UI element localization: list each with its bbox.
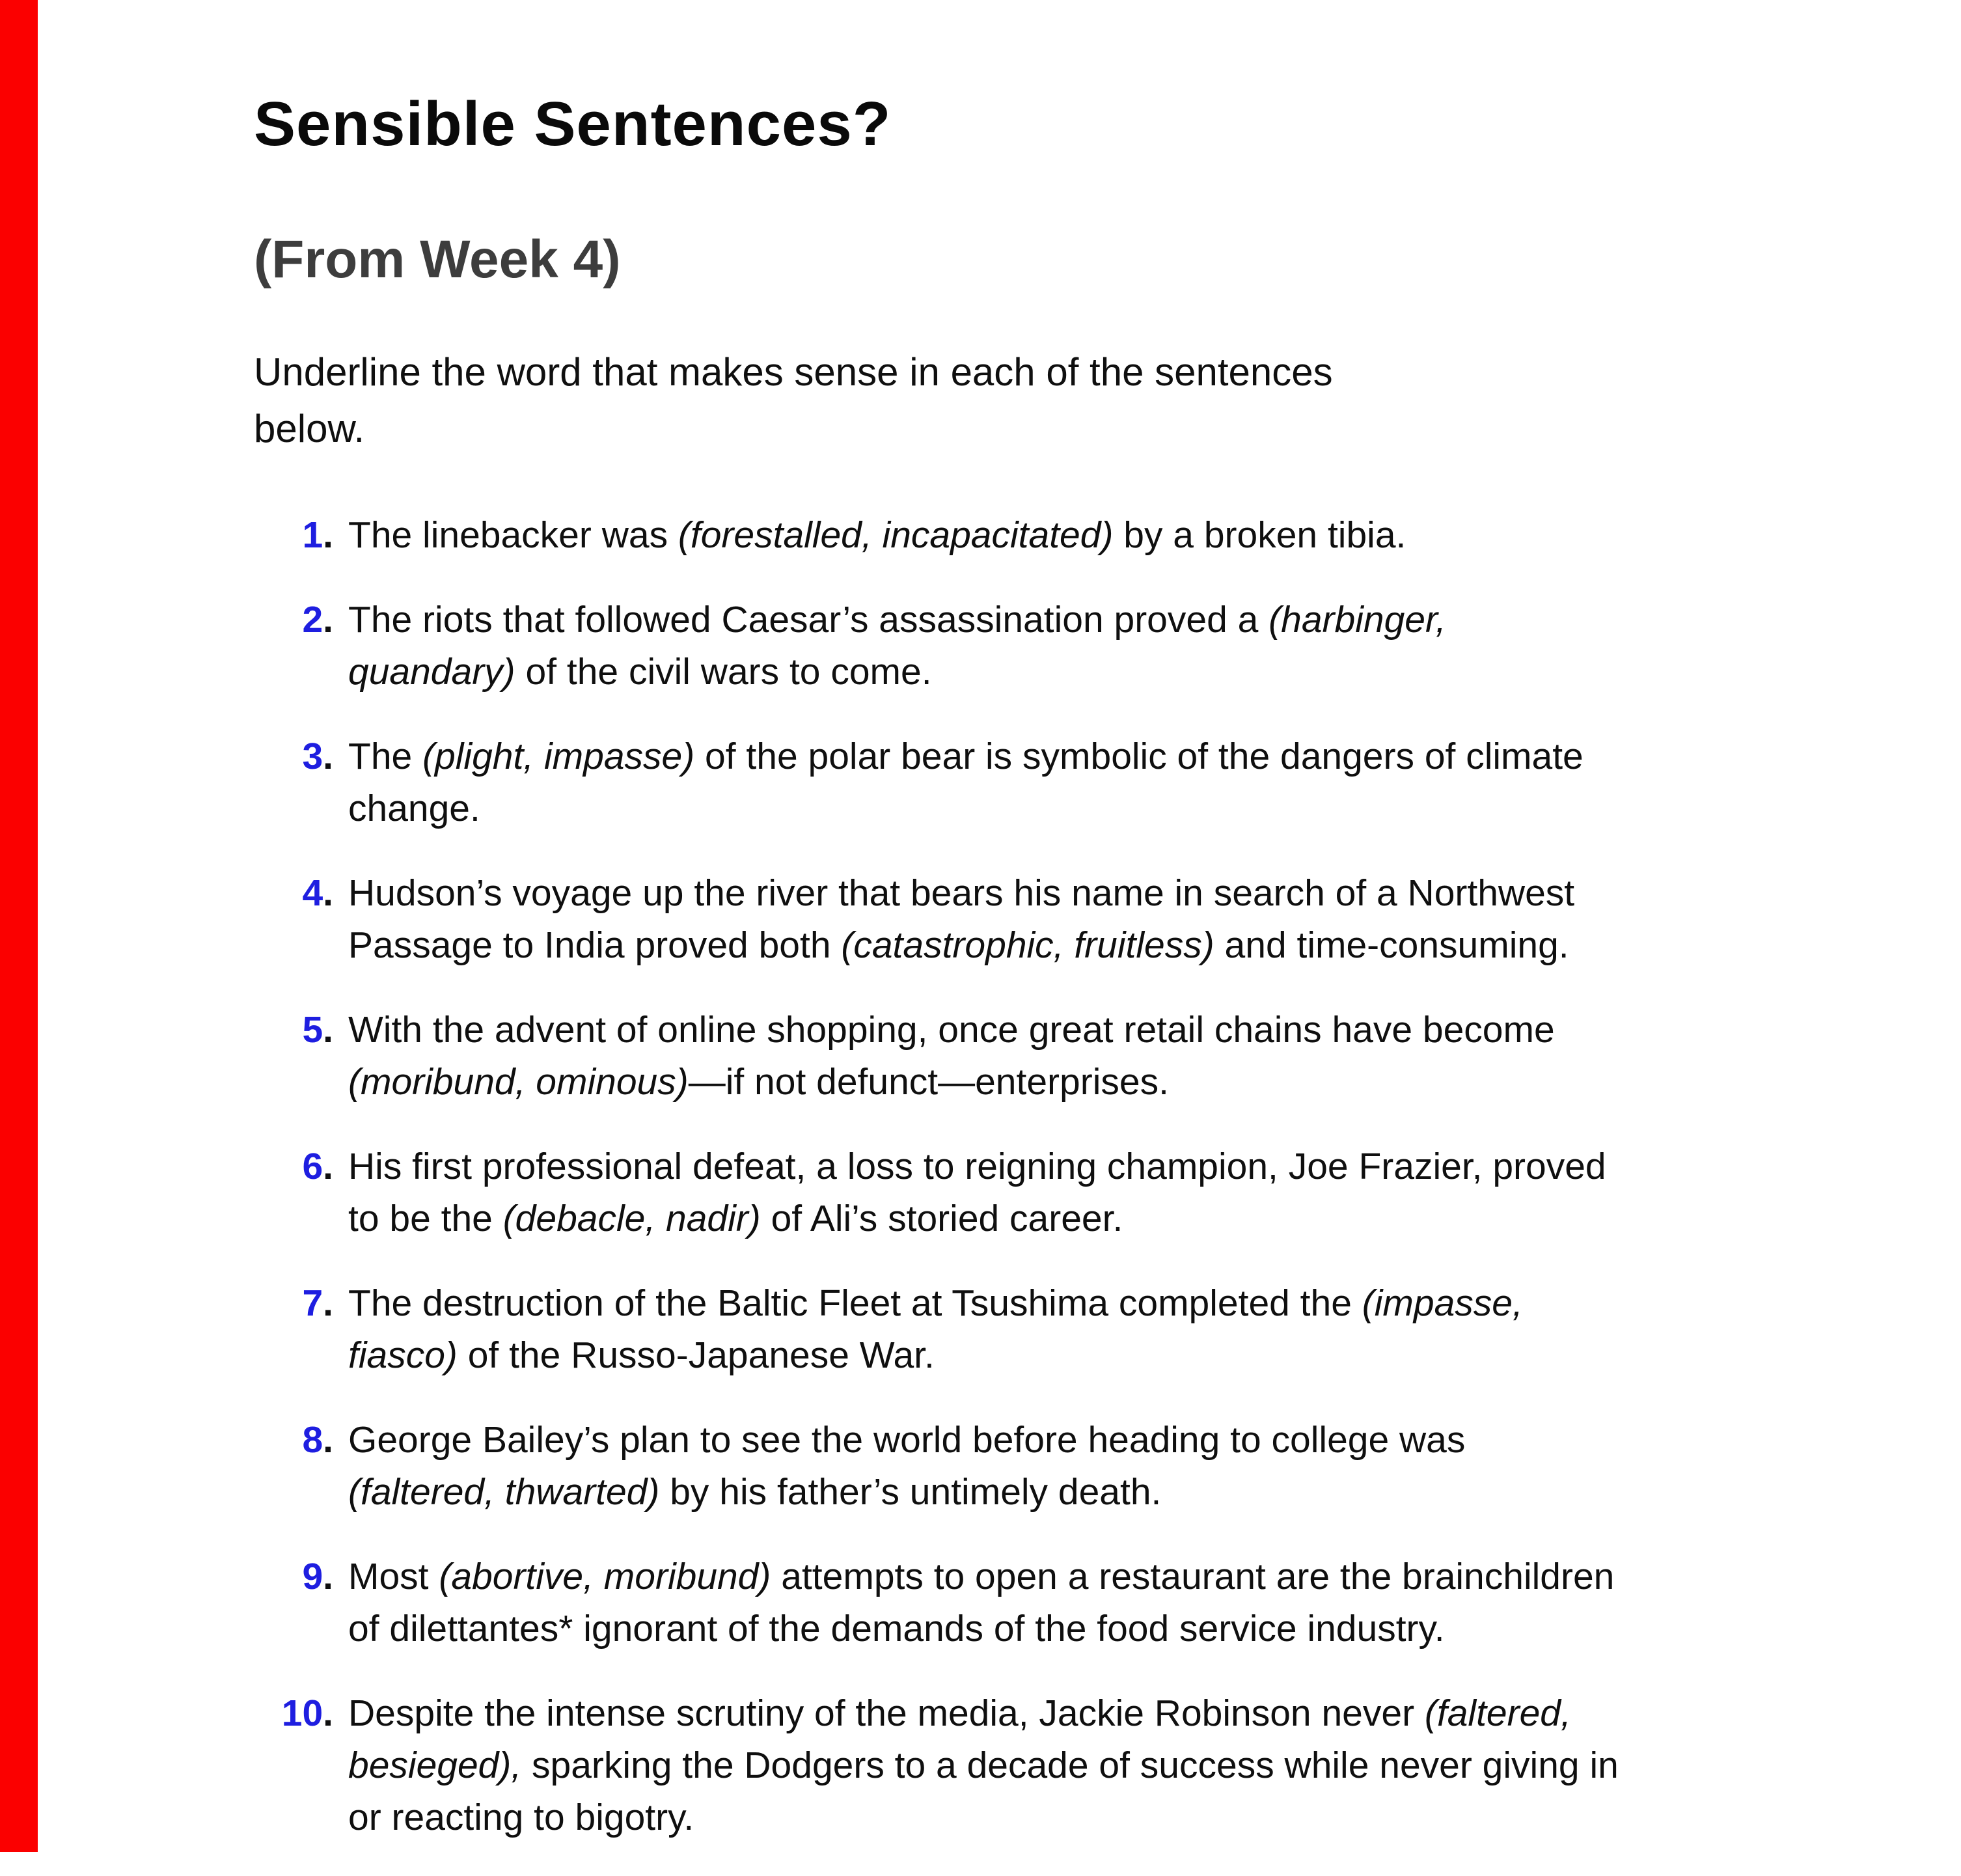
item-text: The riots that followed Caesar’s assassination proved a (harbinger, quandary) of the civil wars to come. — [348, 599, 1446, 693]
item-number: 4. — [302, 872, 333, 914]
item-number: 8. — [302, 1419, 333, 1461]
list-item — [254, 509, 1803, 561]
item-number: 3. — [302, 736, 333, 777]
worksheet-page — [254, 0, 1803, 1876]
instructions-line-2: below. — [254, 407, 365, 450]
item-text: The destruction of the Baltic Fleet at Tsushima completed the (impasse, fiasco) of the Russo-Japanese War. — [348, 1282, 1523, 1376]
item-text: Despite the intense scrutiny of the media, Jackie Robinson never (faltered, besieged), sparking the Dodgers to a decade of success while never giving in or reacting to bigotry. — [348, 1692, 1619, 1838]
item-number: 6. — [302, 1146, 333, 1187]
item-number: 10. — [281, 1692, 333, 1734]
item-text: George Bailey’s plan to see the world before heading to college was (faltered, thwarted) by his father’s untimely death. — [348, 1419, 1466, 1513]
page-subtitle: (From Week 4) — [254, 230, 621, 289]
item-number: 1. — [302, 514, 333, 556]
instructions-line-1: Underline the word that makes sense in each of the sentences — [254, 350, 1333, 394]
instructions — [254, 344, 1803, 457]
item-text: With the advent of online shopping, once great retail chains have become (moribund, ominous)—if not defunct—enterprises. — [348, 1009, 1555, 1103]
item-text: His first professional defeat, a loss to reigning champion, Joe Frazier, proved to be the (debacle, nadir) of Ali’s storied career. — [348, 1146, 1606, 1239]
item-number: 2. — [302, 599, 333, 641]
item-text: Hudson’s voyage up the river that bears his name in search of a Northwest Passage to India proved both (catastrophic, fruitless) and time-consuming. — [348, 872, 1575, 966]
list-item — [254, 1277, 1803, 1381]
item-text: Most (abortive, moribund) attempts to open a restaurant are the brainchildren of dilettantes* ignorant of the demands of the food service industry. — [348, 1556, 1615, 1649]
list-item — [254, 1414, 1803, 1518]
list-item — [254, 1687, 1803, 1843]
item-number: 5. — [302, 1009, 333, 1051]
list-item — [254, 730, 1803, 835]
list-item — [254, 1140, 1803, 1245]
item-text: The (plight, impasse) of the polar bear is symbolic of the dangers of climate change. — [348, 736, 1584, 829]
item-text: The linebacker was (forestalled, incapacitated) by a broken tibia. — [348, 514, 1406, 556]
item-number: 7. — [302, 1282, 333, 1324]
list-item — [254, 867, 1803, 971]
list-item — [254, 1004, 1803, 1108]
sentence-list — [254, 509, 1803, 1843]
page-title: Sensible Sentences? — [254, 89, 892, 159]
list-item — [254, 1551, 1803, 1655]
item-number: 9. — [302, 1556, 333, 1597]
list-item — [254, 594, 1803, 698]
left-accent-bar — [0, 0, 38, 1852]
